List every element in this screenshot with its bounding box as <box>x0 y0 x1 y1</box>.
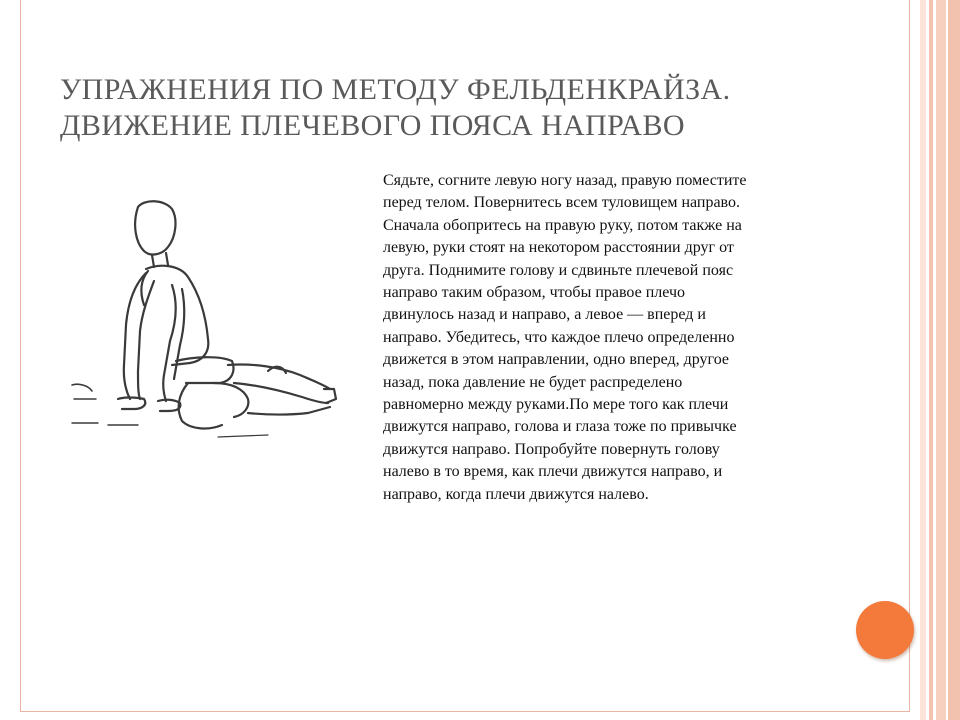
text-line: Сядьте, согните левую ногу назад, правую поместите <box>383 172 747 189</box>
text-line: назад, пока давление не будет распределено <box>383 373 683 391</box>
text-line: двинулось назад и направо, а левое — вперед и <box>383 306 706 324</box>
text-line: друга. Поднимите голову и сдвиньте плечевой пояс <box>383 261 734 279</box>
text-line: направо, когда плечи движутся налево. <box>383 485 649 503</box>
text-line: движутся направо, голова и глаза тоже по привычке <box>383 418 737 436</box>
text-line: направо таким образом, чтобы правое плечо <box>383 284 686 302</box>
decor-stripe-3 <box>936 0 946 720</box>
orange-circle-decoration <box>856 601 914 659</box>
text-line: левую, руки стоят на некотором расстоянии друг от <box>383 239 734 257</box>
exercise-description <box>383 170 883 506</box>
title-line-2: ДВИЖЕНИЕ ПЛЕЧЕВОГО ПОЯСА НАПРАВО <box>60 109 685 142</box>
text-line: движутся направо. Попробуйте повернуть голову <box>383 440 720 458</box>
decor-stripe-2 <box>929 0 933 720</box>
slide-title <box>60 72 840 144</box>
decor-stripe-4 <box>948 0 960 720</box>
text-line: движется в этом направлении, одно вперед, другое <box>383 351 729 369</box>
text-line: Сначала обопритесь на правую руку, потом также на <box>383 216 742 234</box>
text-line: налево в то время, как плечи движутся направо, и <box>383 463 723 481</box>
text-line: перед телом. Повернитесь всем туловищем направо. <box>383 194 740 212</box>
seated-figure-illustration <box>68 185 343 475</box>
title-line-1: УПРАЖНЕНИЯ ПО МЕТОДУ ФЕЛЬДЕНКРАЙЗА. <box>60 73 731 106</box>
text-line: направо. Убедитесь, что каждое плечо определенно <box>383 328 735 346</box>
decor-stripe-1 <box>920 0 926 720</box>
text-line: равномерно между руками.По мере того как плечи <box>383 396 729 414</box>
